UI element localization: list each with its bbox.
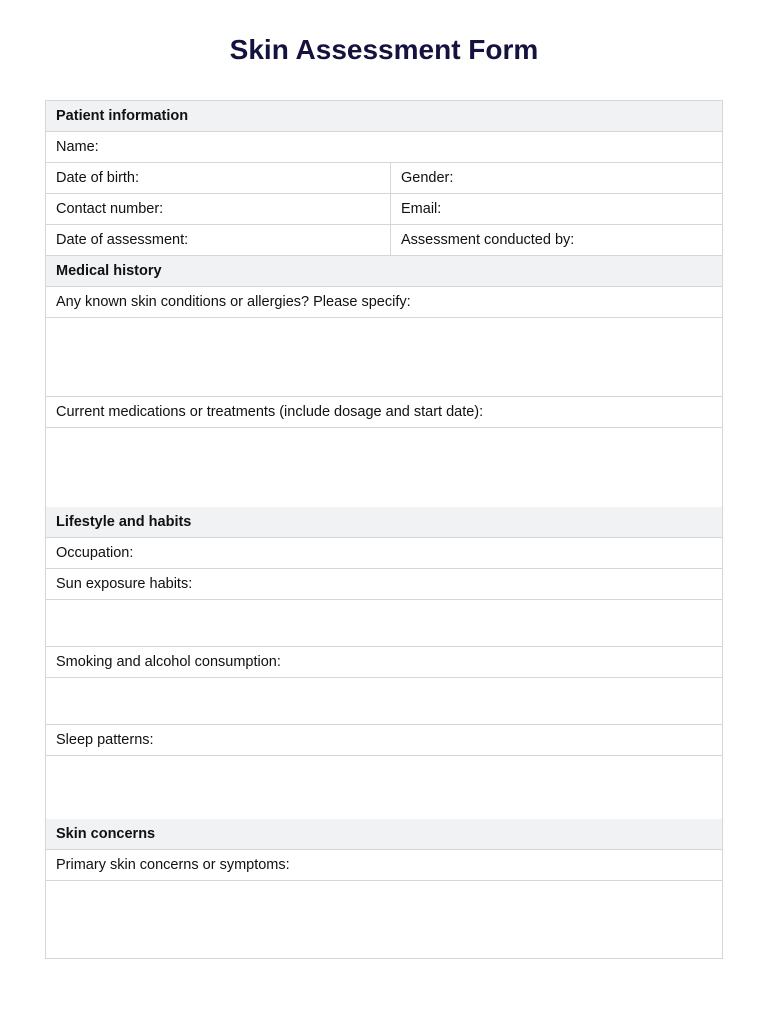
primary-concerns-label: Primary skin concerns or symptoms: <box>56 857 290 873</box>
conducted-by-field[interactable] <box>391 225 722 255</box>
sun-exposure-label-row <box>46 569 722 600</box>
medications-answer-area[interactable] <box>46 428 722 507</box>
conditions-label: Any known skin conditions or allergies? Please specify: <box>56 294 411 310</box>
sleep-label-row <box>46 725 722 756</box>
section-header-skin-concerns <box>46 819 722 850</box>
medications-label-row <box>46 397 722 428</box>
assessment-form <box>45 100 723 959</box>
section-title: Lifestyle and habits <box>56 514 192 530</box>
sleep-label: Sleep patterns: <box>56 732 154 748</box>
smoking-label-row <box>46 647 722 678</box>
gender-field[interactable] <box>391 163 722 193</box>
sun-exposure-answer-area[interactable] <box>46 600 722 647</box>
primary-concerns-answer-area[interactable] <box>46 881 722 958</box>
section-title: Medical history <box>56 263 162 279</box>
section-header-patient-information <box>46 101 722 132</box>
smoking-label: Smoking and alcohol consumption: <box>56 654 281 670</box>
section-title: Skin concerns <box>56 826 156 842</box>
conditions-answer-area[interactable] <box>46 318 722 397</box>
email-field[interactable] <box>391 194 722 224</box>
section-title: Patient information <box>56 108 189 124</box>
medications-label: Current medications or treatments (include dosage and start date): <box>56 404 484 420</box>
gender-label: Gender: <box>401 170 454 186</box>
primary-concerns-answer[interactable] <box>46 881 722 958</box>
sun-exposure-label: Sun exposure habits: <box>56 576 193 592</box>
section-header-medical-history <box>46 256 722 287</box>
contact-email-row <box>46 194 722 225</box>
medications-answer[interactable] <box>46 428 722 507</box>
contact-number-field[interactable] <box>46 194 391 224</box>
section-header-lifestyle <box>46 507 722 538</box>
assessment-date-label: Date of assessment: <box>56 232 189 248</box>
conducted-by-label: Assessment conducted by: <box>401 232 575 248</box>
assessment-date-field[interactable] <box>46 225 391 255</box>
name-label: Name: <box>56 139 99 155</box>
sleep-answer-area[interactable] <box>46 756 722 819</box>
smoking-answer[interactable] <box>46 678 722 724</box>
smoking-answer-area[interactable] <box>46 678 722 725</box>
page-title: Skin Assessment Form <box>229 34 539 65</box>
conditions-answer[interactable] <box>46 318 722 396</box>
dob-label: Date of birth: <box>56 170 140 186</box>
name-row[interactable] <box>46 132 722 163</box>
assessment-date-row <box>46 225 722 256</box>
sun-exposure-answer[interactable] <box>46 600 722 646</box>
email-label: Email: <box>401 201 442 217</box>
sleep-answer[interactable] <box>46 756 722 819</box>
occupation-label: Occupation: <box>56 545 134 561</box>
dob-gender-row <box>46 163 722 194</box>
occupation-row[interactable] <box>46 538 722 569</box>
dob-field[interactable] <box>46 163 391 193</box>
contact-number-label: Contact number: <box>56 201 164 217</box>
conditions-label-row <box>46 287 722 318</box>
primary-concerns-label-row <box>46 850 722 881</box>
